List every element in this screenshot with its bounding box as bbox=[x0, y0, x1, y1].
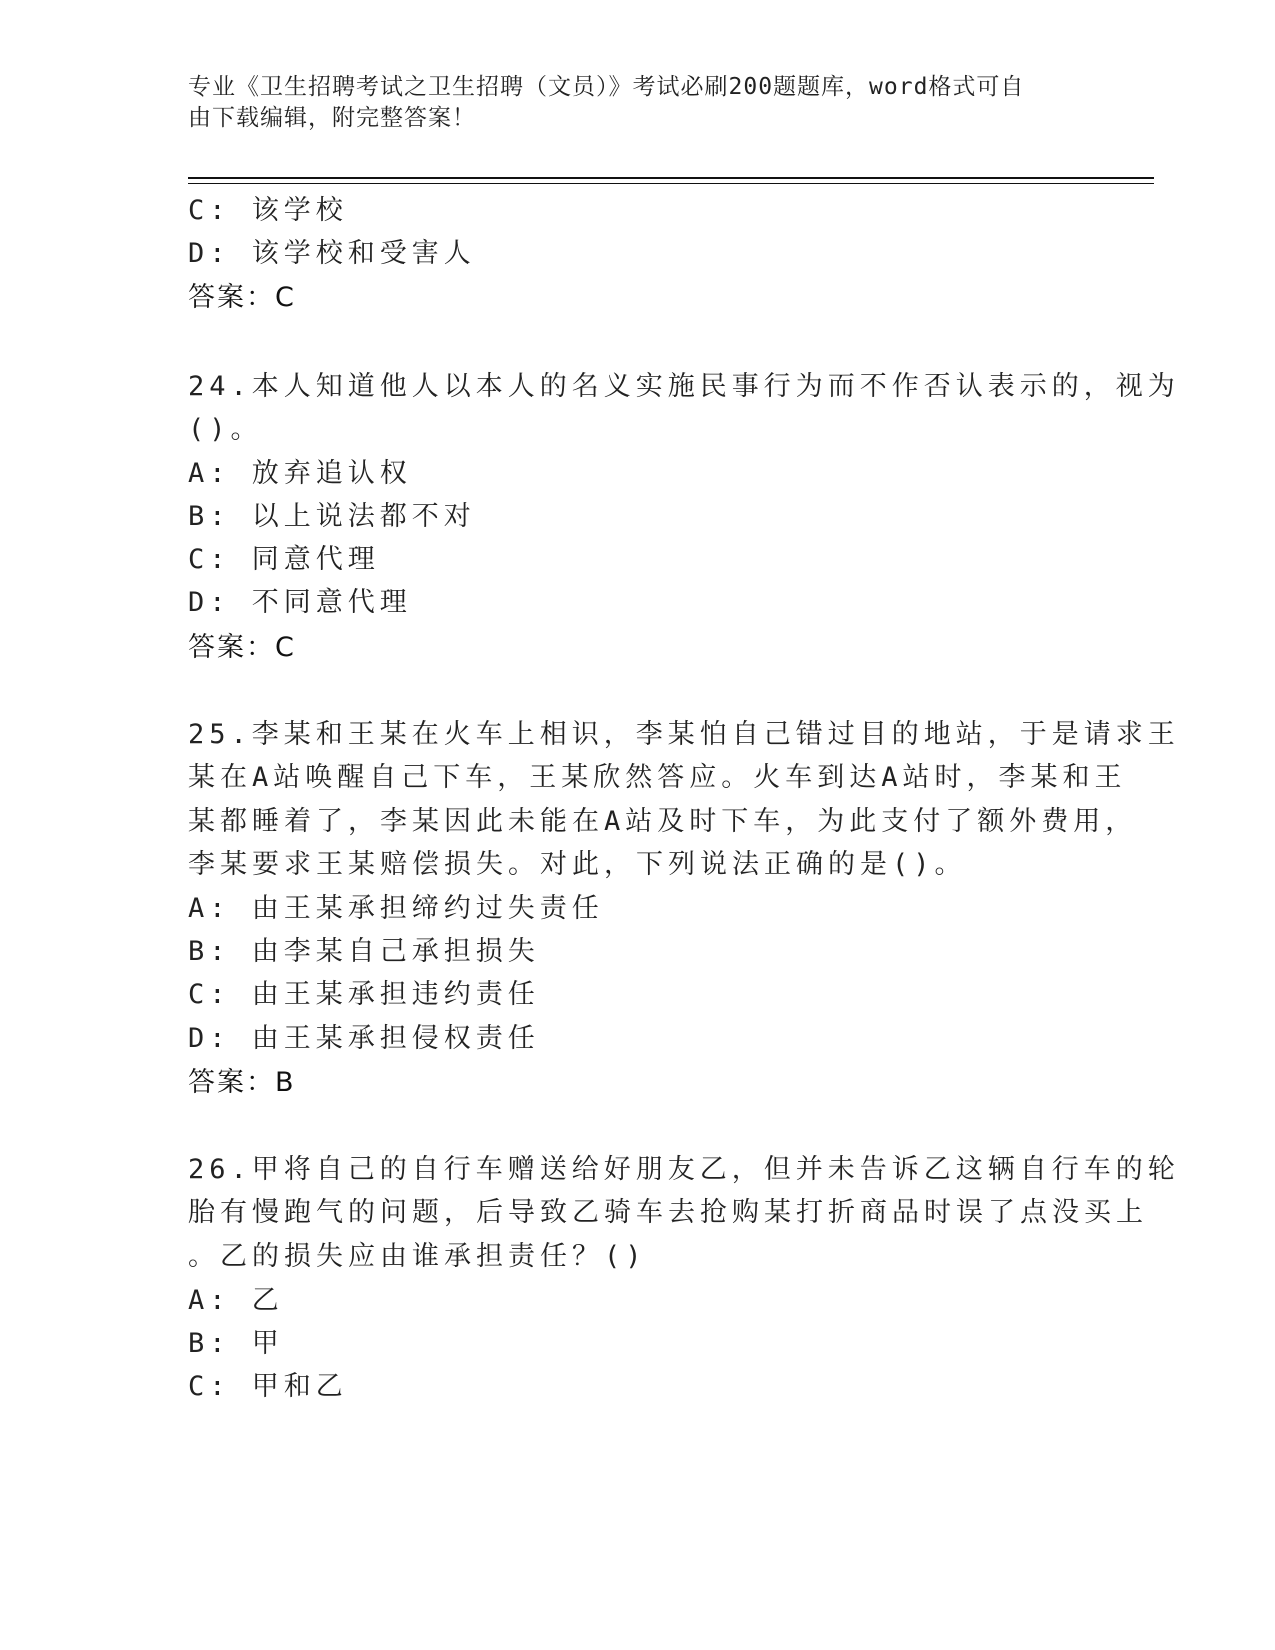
q26-option-a: A: 乙 bbox=[188, 1285, 284, 1316]
q23-answer: 答案：C bbox=[188, 282, 296, 313]
q25-option-b: B: 由李某自己承担损失 bbox=[188, 936, 540, 967]
q25-option-d: D: 由王某承担侵权责任 bbox=[188, 1023, 540, 1054]
header-line-2: 由下载编辑，附完整答案！ bbox=[188, 105, 476, 131]
q25-stem-line-1: 25.李某和王某在火车上相识，李某怕自己错过目的地站，于是请求王 bbox=[188, 719, 1180, 750]
q26-stem-line-2: 胎有慢跑气的问题，后导致乙骑车去抢购某打折商品时误了点没买上 bbox=[188, 1197, 1148, 1228]
q25-option-a: A: 由王某承担缔约过失责任 bbox=[188, 893, 604, 924]
q26-stem-line-1: 26.甲将自己的自行车赠送给好朋友乙，但并未告诉乙这辆自行车的轮 bbox=[188, 1154, 1180, 1185]
q24-option-c: C: 同意代理 bbox=[188, 544, 380, 575]
header-rule-thin bbox=[188, 183, 1154, 184]
q26-option-b: B: 甲 bbox=[188, 1328, 284, 1359]
q23-option-d: D: 该学校和受害人 bbox=[188, 238, 476, 269]
q25-stem-line-2: 某在A站唤醒自己下车，王某欣然答应。火车到达A站时，李某和王 bbox=[188, 762, 1127, 793]
document-header bbox=[188, 72, 1078, 134]
q24-option-d: D: 不同意代理 bbox=[188, 587, 412, 618]
q24-answer: 答案：C bbox=[188, 632, 296, 663]
q25-stem-line-3: 某都睡着了，李某因此未能在A站及时下车，为此支付了额外费用， bbox=[188, 806, 1138, 837]
q26-option-c: C: 甲和乙 bbox=[188, 1371, 348, 1402]
q25-option-c: C: 由王某承担违约责任 bbox=[188, 979, 540, 1010]
q24-stem-line-1: 24.本人知道他人以本人的名义实施民事行为而不作否认表示的，视为 bbox=[188, 371, 1180, 402]
q24-option-b: B: 以上说法都不对 bbox=[188, 501, 476, 532]
q25-answer: 答案：B bbox=[188, 1067, 296, 1098]
q23-option-c: C: 该学校 bbox=[188, 195, 348, 226]
header-line-1: 专业《卫生招聘考试之卫生招聘（文员）》考试必刷200题题库，word格式可自 bbox=[188, 74, 1025, 100]
q26-stem-line-3: 。乙的损失应由谁承担责任？() bbox=[188, 1241, 647, 1272]
q24-stem-line-2: ()。 bbox=[188, 414, 263, 445]
q24-option-a: A: 放弃追认权 bbox=[188, 458, 412, 489]
q25-stem-line-4: 李某要求王某赔偿损失。对此，下列说法正确的是()。 bbox=[188, 849, 967, 880]
header-rule-thick bbox=[188, 177, 1154, 179]
